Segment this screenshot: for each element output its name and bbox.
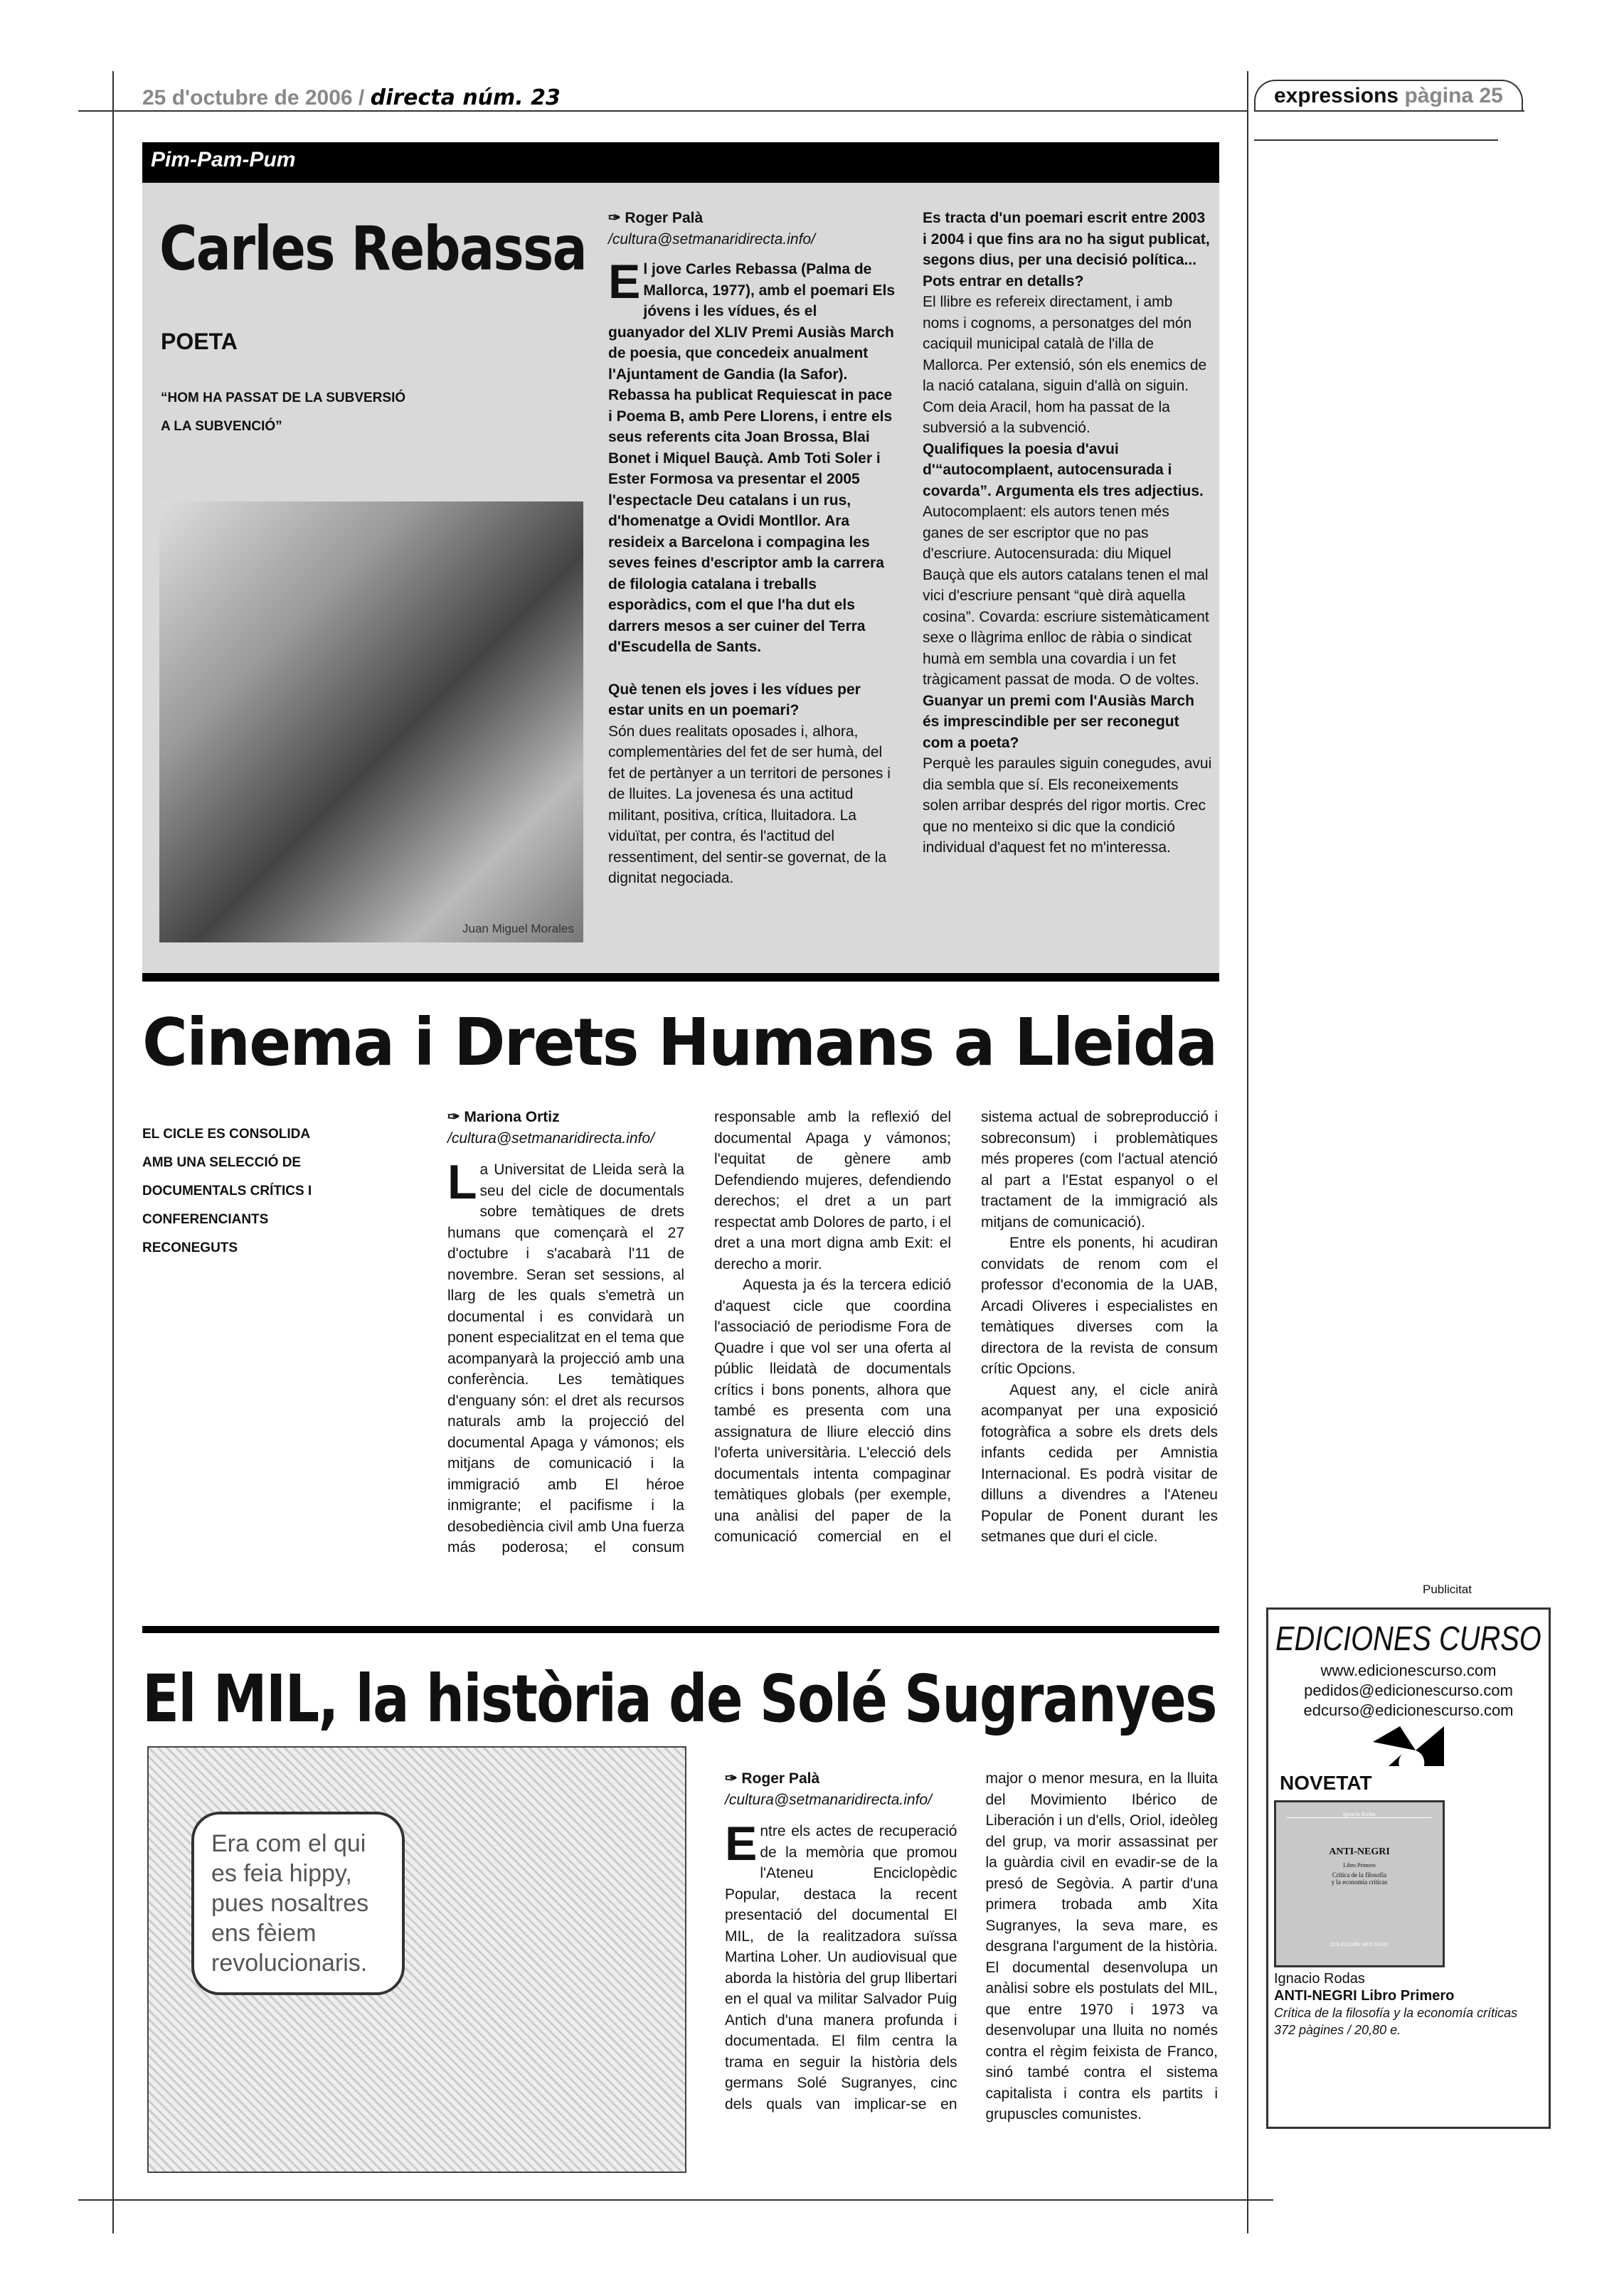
paragraph: a Universitat de Lleida serà la seu del cicle de documentals sobre temàtiques de drets humans que començarà el 27 d'octubre i s'acabarà l'11 de novembre. Seran set sessions, al llarg de les quals s'emetrà un documental i es convidarà un ponent especialitzat en el tema que acompanyarà la projecció amb una conferència. Les temàtiques d'enguany són: el dret als recursos naturals amb la projecció del documental Apaga y vámonos; els mitjans de comunicació i la immigració amb El héroe inmigrante; el pacifisme i la desobediència civil amb Una fuerza más poderosa; el consum responsable amb la reflexió del documental Apaga y vámonos; l'equitat de gènere amb Defendiendo mujeres, defendiendo derechos; el dret a un part respectat amb Dolores de parto, i el dret a una mort digna amb Exit: el derecho a morir. bbox=[447, 1109, 951, 1556]
author-email[interactable]: /cultura@setmanaridirecta.info/ bbox=[725, 1792, 932, 1808]
column-rule bbox=[1247, 71, 1248, 2233]
mil-headline: El MIL, la història de Solé Sugranyes bbox=[142, 1661, 1216, 1737]
paragraph: ntre els actes de recuperació de la memòria que promou l'Ateneu Enciclopèdic Popular, destaca la recent presentació del documental El MIL, de la realitzadora suïssa Martina Loher. Un audiovisual que aborda la història del grup llibertari en el qual va militar Salvador Puig Antich d'una manera profunda i documentada. El film centra la trama en seguir la història dels germans Solé Sugranyes, cinc dels quals van implicar-se en major o menor mesura, en la lluita del Movimiento Ibérico de Liberación i un d'ells, Oriol, ideòleg del grup, va morir assassinat per la guàrdia civil en evadir-se de la presó de Segòvia. A partir d'una primera trobada amb Xita Sugranyes, la seva mare, es desgrana l'argument de la història. El documental desenvolupa un anàlisi sobre els postulats del MIL, que entre 1970 i 1973 va desenvolupar una lluita no només contra el règim feixista de Franco, sinó també contra el sistema capitalista i contra els partits i grupuscles comunistes. bbox=[725, 1770, 1218, 2122]
drop-cap: E bbox=[725, 1817, 758, 1871]
speech-bubble: Era com el qui es feia hippy, pues nosaltres ens fèiem revolucionaris. bbox=[191, 1812, 405, 1995]
interview-column-1 bbox=[608, 208, 896, 889]
cover-title: ANTI-NEGRI bbox=[1329, 1846, 1390, 1857]
question: Es tracta d'un poemari escrit entre 2003 i 2004 i que fins ara no ha sigut publicat, segons dius, per una decisió política... Pots entrar en detalls? bbox=[923, 210, 1210, 289]
cinema-headline: Cinema i Drets Humans a Lleida bbox=[142, 1004, 1217, 1080]
drop-cap: L bbox=[447, 1155, 477, 1209]
photo-credit: Juan Miguel Morales bbox=[462, 922, 574, 935]
answer: Perquè les paraules siguin conegudes, avui dia sembla que sí. Els reconeixements solen arribar després del rigor mortis. Crec que no menteixo si dic que la condició individual d'aquest fet no m'interessa. bbox=[923, 755, 1212, 856]
intro: l jove Carles Rebassa (Palma de Mallorca, 1977), amb el poemari Els jóvens i les vídues, és el guanyador del XLIV Premi Ausiàs March de poesia, que concedeix anualment l'Ajuntament de Gandia (la Safor). Rebassa ha publicat Requiescat in pace i Poema B, amb Pere Llorens, i entre els seus referents cita Joan Brossa, Blai Bonet i Miquel Bauçà. Amb Toti Soler i Ester Formosa va presentar el 2005 l'espectacle Deu catalans i un rus, d'homenatge a Ovidi Montllor. Ara resideix a Barcelona i compagina les seves feines d'escriptor amb la carrera de filologia catalana i treballs esporàdics, com el que l'ha dut els darrers mesos a ser cuiner del Terra d'Escudella de Sants. bbox=[608, 261, 896, 655]
question: Qualifiques la poesia d'avui d'“autocomplaent, autocensurada i covarda”. Argumenta els tres adjectius. bbox=[923, 440, 1204, 499]
book-author: Ignacio Rodas bbox=[1274, 1971, 1365, 1987]
cover-subtitle: Libro Primero bbox=[1343, 1862, 1376, 1869]
margin-rule bbox=[112, 71, 114, 2233]
ad-brand: EDICIONES CURSO bbox=[1275, 1620, 1541, 1658]
ad-website[interactable]: www.edicionescurso.com bbox=[1320, 1662, 1497, 1679]
advertisement[interactable] bbox=[1266, 1607, 1551, 2129]
paragraph: Entre els ponents, hi acudiran convidats de renom com el professor d'economia de la UAB, Arcadi Oliveres i especialistes en temàtiques diverses com la directora de la revista de consum crític Opcions. bbox=[981, 1235, 1218, 1377]
author-name: ✑ Roger Palà bbox=[725, 1770, 820, 1787]
answer: El llibre es refereix directament, i amb noms i cognoms, a personatges del món caciquil municipal català de l'illa de Mallorca. Per extensió, són els enemics de la nació catalana, siguin d'allà on siguin. Com deia Aracil, hom ha passat de la subversió a la subvenció. bbox=[923, 294, 1207, 436]
author-email[interactable]: /cultura@setmanaridirecta.info/ bbox=[447, 1130, 654, 1147]
pull-quote: “HOM HA PASSAT DE LA SUBVERSIÓ A LA SUBVENCIÓ” bbox=[161, 390, 406, 434]
cinema-subtitle: EL CICLE ES CONSOLIDA AMB UNA SELECCIÓ DE DOCUMENTALS CRÍTICS I CONFERENCIANTS RECONEGUTS bbox=[142, 1127, 312, 1255]
author-email[interactable]: /cultura@setmanaridirecta.info/ bbox=[608, 231, 815, 248]
page-number: pàgina 25 bbox=[1404, 84, 1503, 107]
author-name: ✑ Mariona Ortiz bbox=[447, 1109, 560, 1125]
issue-date: 25 d'octubre de 2006 / bbox=[142, 86, 365, 110]
answer: Són dues realitats oposades i, alhora, complementàries del fet de ser humà, del fet de pertànyer a un territori de persones i de lluites. La jovenesa és una actitud militant, positiva, crítica, lluitadora. La viduïtat, per contra, és l'actitud del ressentiment, del sentir-se governat, de la dignitat negociada. bbox=[608, 723, 891, 886]
book-cover bbox=[1274, 1800, 1445, 1967]
section-tab bbox=[1254, 80, 1523, 111]
book-info: 372 pàgines / 20,80 e. bbox=[1274, 2023, 1401, 2037]
cinema-body bbox=[447, 1107, 1218, 1558]
footer-rule bbox=[78, 2199, 1273, 2201]
issue-number: directa núm. 23 bbox=[370, 85, 561, 110]
page-header bbox=[142, 85, 561, 110]
cover-author: Ignacio Rodas bbox=[1287, 1811, 1432, 1818]
question: Què tenen els joves i les vídues per estar units en un poemari? bbox=[608, 681, 861, 718]
paragraph: Aquesta ja és la tercera edició d'aquest cicle que coordina l'associació de periodisme Fora de Quadre i que vol ser una oferta al públic lleidatà de documentals crítics i bons ponents, alhora que també es presenta com una assignatura de lliure elecció dins l'oferta universitària. L'elecció dels documentals intenta compaginar temàtiques globals (per exemple, una anàlisi del paper de la comunicació comercial en el sistema actual de sobreproducció i sobreconsum) i problemàtiques més properes (com l'actual atenció al part a l'Estat espanyol o el tractament de la immigració als mitjans de comunicació). bbox=[714, 1109, 1218, 1545]
section-name: expressions bbox=[1274, 84, 1399, 107]
header-rule bbox=[78, 110, 1247, 112]
cover-collection: COLECCIÓN HILO ROJO bbox=[1330, 1942, 1389, 1947]
ad-novetat: NOVETAT bbox=[1280, 1772, 1372, 1794]
book-description: Crítica de la filosofía y la economía críticas bbox=[1274, 2006, 1518, 2020]
ad-email[interactable]: edcurso@edicionescurso.com bbox=[1303, 1701, 1514, 1719]
cover-desc: y la economía críticas bbox=[1331, 1878, 1388, 1886]
interview-title: Carles Rebassa bbox=[159, 213, 587, 285]
interview-column-2 bbox=[923, 208, 1213, 859]
section-bar: Pim-Pam-Pum bbox=[142, 142, 1219, 183]
publisher-logo-icon bbox=[1373, 1726, 1444, 1766]
comic-illustration bbox=[147, 1746, 686, 2173]
answer: Autocomplaent: els autors tenen més ganes de ser escriptor que no pas d'escriure. Autocensurada: diu Miquel Bauçà que els autors catalans tenen el mal vici d'escriure pensant “què dirà aquella cosina”. Covarda: escriure sistemàticament sexe o llàgrima enlloc de ràbia o sindicat humà em sembla una covardia i un fet tràgicament passat de moda. O de voltes. bbox=[923, 504, 1209, 688]
book-title: ANTI-NEGRI Libro Primero bbox=[1274, 1988, 1455, 2004]
portrait-photo bbox=[159, 501, 583, 942]
cover-desc: Crítica de la filosofía bbox=[1332, 1871, 1387, 1878]
section-divider bbox=[142, 1626, 1219, 1633]
question: Guanyar un premi com l'Ausiàs March és imprescindible per ser reconegut com a poeta? bbox=[923, 692, 1194, 751]
paragraph: Aquest any, el cicle anirà acompanyat per una exposició fotogràfica a sobre els drets dels infants cedida per Amnistia Internacional. Es podrà visitar de dilluns a divendres a l'Ateneu Popular de Ponent durant les setmanes que duri el cicle. bbox=[981, 1381, 1218, 1545]
ad-label: Publicitat bbox=[1423, 1583, 1472, 1596]
sidebar-rule bbox=[1254, 139, 1498, 141]
author-name: ✑ Roger Palà bbox=[608, 210, 704, 226]
drop-cap: E bbox=[608, 255, 641, 309]
interviewee-role: POETA bbox=[161, 329, 238, 354]
mil-body bbox=[725, 1768, 1218, 2125]
ad-email[interactable]: pedidos@edicionescurso.com bbox=[1304, 1681, 1513, 1699]
